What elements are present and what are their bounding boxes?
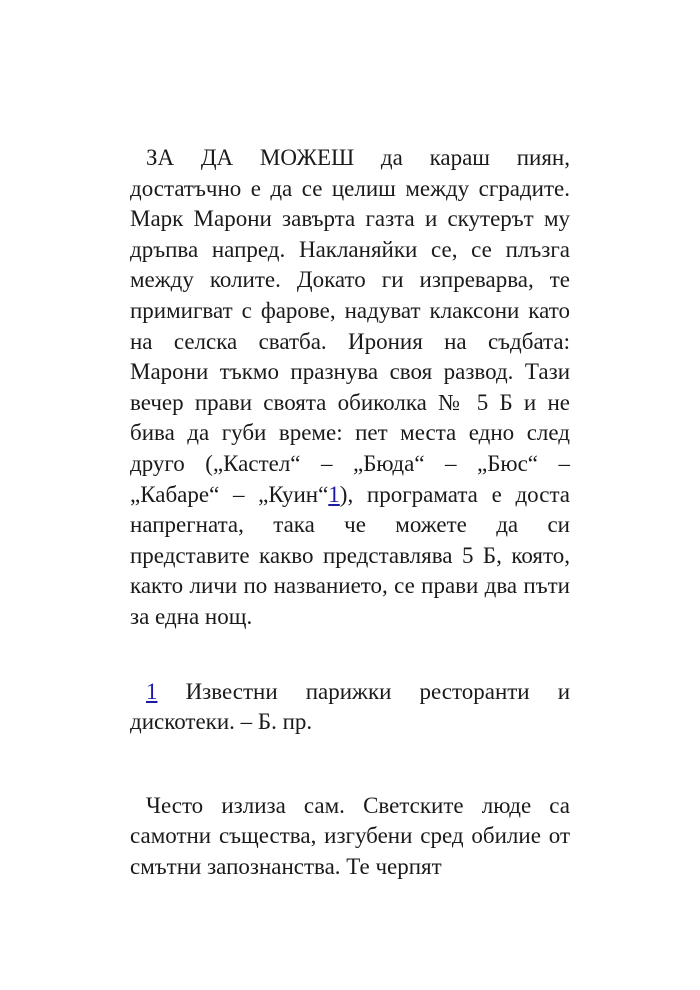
body-paragraph-next: Често излиза сам. Светските люде са самотни същества, изгубени сред обилие от смътни запознанства. Те черпят [130, 792, 570, 879]
paragraph-text: ЗА ДА МОЖЕШ да караш пиян, достатъчно е да се целиш между сградите. Марк Марони завърта газта и скутерът му дръпва напред. Накланяйки се, се плъзга между колите. Докато ги изпреварва, те примигват с фарове, надуват клаксони като на селска сватба. Ирония на съдбата: Марони тъкмо празнува своя развод. Тази вечер прави своята обиколка № 5 Б и не бива да губи време: пет места едно след друго („Кастел“ – „Бюда“ – „Бюс“ – „Кабаре“ – „Куин“ [130, 145, 570, 507]
paragraph-text-continued: ), програмата е доста напрегната, така че можете да си представите какво представлява 5 Б, която, както личи по названието, се прави два пъти за една нощ. [130, 481, 570, 629]
footnote-reference-link[interactable]: 1 [328, 481, 340, 507]
body-paragraph [130, 143, 570, 633]
footnote-text: Известни парижки ресторанти и дискотеки. – Б. пр. [130, 678, 570, 735]
footnote [130, 677, 570, 738]
page-content [130, 143, 570, 882]
footnote-number-link[interactable]: 1 [146, 678, 158, 704]
